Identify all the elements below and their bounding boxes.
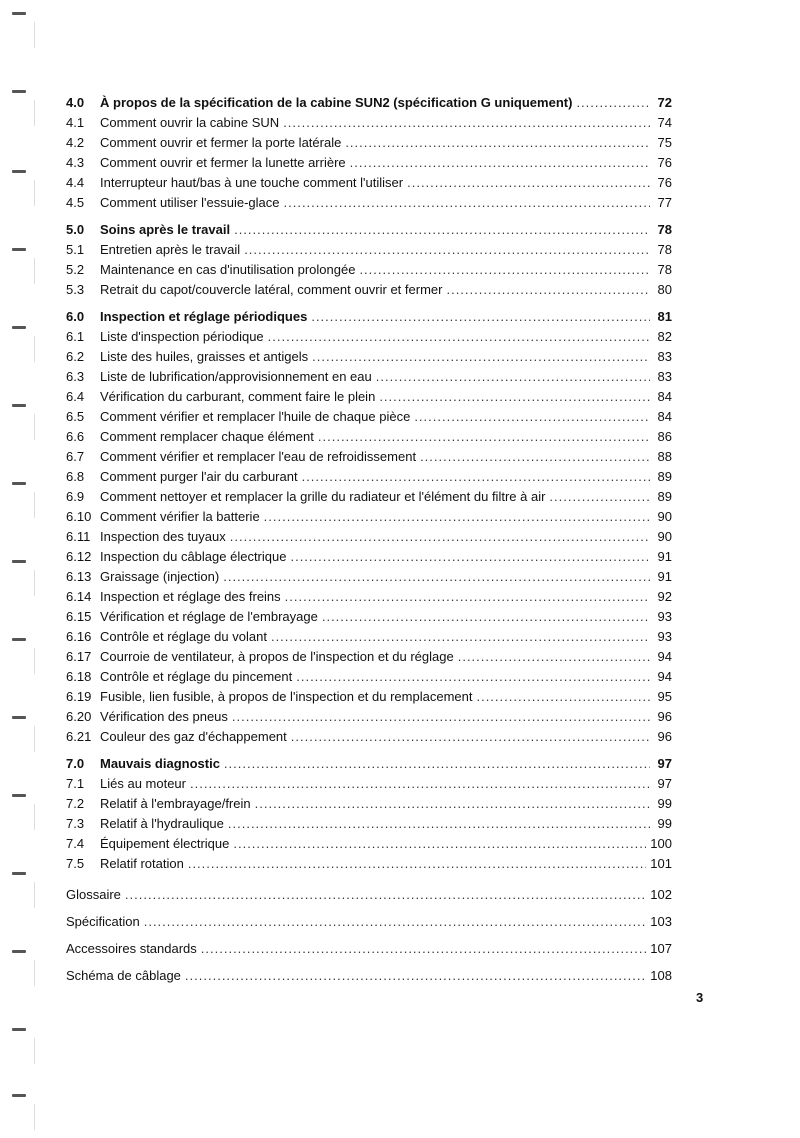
toc-entry bbox=[66, 647, 672, 667]
toc-entry-number: 7.5 bbox=[66, 856, 85, 871]
toc-entry-page: 78 bbox=[657, 262, 672, 277]
toc-entry-number: 7.1 bbox=[66, 776, 85, 791]
dot-leader bbox=[255, 794, 650, 814]
toc-entry-title: Comment ouvrir la cabine SUN bbox=[100, 115, 280, 130]
binder-hole-mark bbox=[12, 482, 26, 485]
toc-entry-title: Liste d'inspection périodique bbox=[100, 329, 264, 344]
toc-entry-title: Vérification du carburant, comment faire le plein bbox=[100, 389, 376, 404]
dot-leader bbox=[576, 93, 650, 113]
binder-trace bbox=[34, 258, 35, 284]
toc-entry-title: Comment ouvrir et fermer la lunette arrière bbox=[100, 155, 346, 170]
toc-entry-page: 90 bbox=[657, 529, 672, 544]
toc-entry-page: 94 bbox=[657, 649, 672, 664]
toc-entry bbox=[66, 881, 672, 908]
toc-entry-page: 96 bbox=[657, 729, 672, 744]
dot-leader bbox=[350, 153, 650, 173]
toc-entry-page: 80 bbox=[657, 282, 672, 297]
toc-entry-number: 5.2 bbox=[66, 262, 85, 277]
toc-entry-number: 6.0 bbox=[66, 309, 85, 324]
toc-entry-number: 6.4 bbox=[66, 389, 85, 404]
table-of-contents bbox=[66, 93, 672, 989]
dot-leader bbox=[232, 707, 650, 727]
toc-entry-page: 99 bbox=[657, 816, 672, 831]
toc-entry bbox=[66, 527, 672, 547]
dot-leader bbox=[318, 427, 650, 447]
toc-entry-page: 96 bbox=[657, 709, 672, 724]
binder-hole-mark bbox=[12, 12, 26, 15]
toc-entry-page: 82 bbox=[657, 329, 672, 344]
toc-entry bbox=[66, 547, 672, 567]
toc-entry bbox=[66, 774, 672, 794]
toc-entry-page: 101 bbox=[650, 856, 672, 871]
toc-entry bbox=[66, 754, 672, 774]
binder-hole-mark bbox=[12, 638, 26, 641]
dot-leader bbox=[359, 260, 650, 280]
toc-entry-page: 83 bbox=[657, 369, 672, 384]
toc-entry bbox=[66, 240, 672, 260]
toc-entry-title: Relatif rotation bbox=[100, 856, 184, 871]
toc-entry-title: Inspection du câblage électrique bbox=[100, 549, 287, 564]
toc-entry-number: 6.10 bbox=[66, 509, 92, 524]
toc-entry-title: Comment vérifier et remplacer l'huile de chaque pièce bbox=[100, 409, 411, 424]
toc-entry-title: Couleur des gaz d'échappement bbox=[100, 729, 287, 744]
toc-entry-number: 7.2 bbox=[66, 796, 85, 811]
toc-entry-page: 83 bbox=[657, 349, 672, 364]
toc-entry-title: Soins après le travail bbox=[100, 222, 231, 237]
toc-entry-title: Vérification et réglage de l'embrayage bbox=[100, 609, 318, 624]
toc-entry bbox=[66, 260, 672, 280]
toc-entry-title: Liés au moteur bbox=[100, 776, 186, 791]
toc-entry-number: 6.21 bbox=[66, 729, 92, 744]
toc-entry-page: 76 bbox=[657, 155, 672, 170]
toc-entry-page: 92 bbox=[657, 589, 672, 604]
toc-entry-number: 4.3 bbox=[66, 155, 85, 170]
toc-entry-page: 88 bbox=[657, 449, 672, 464]
dot-leader bbox=[458, 647, 650, 667]
dot-leader bbox=[296, 667, 650, 687]
binder-hole-mark bbox=[12, 716, 26, 719]
toc-entry-page: 99 bbox=[657, 796, 672, 811]
toc-entry-page: 93 bbox=[657, 629, 672, 644]
dot-leader bbox=[190, 774, 650, 794]
toc-entry bbox=[66, 387, 672, 407]
toc-entry-number: 6.12 bbox=[66, 549, 92, 564]
dot-leader bbox=[264, 507, 650, 527]
toc-entry-title: Inspection et réglage périodiques bbox=[100, 309, 308, 324]
dot-leader bbox=[311, 307, 650, 327]
dot-leader bbox=[268, 327, 650, 347]
dot-leader bbox=[144, 908, 647, 935]
binder-trace bbox=[34, 570, 35, 596]
binder-trace bbox=[34, 22, 35, 48]
toc-entry bbox=[66, 607, 672, 627]
toc-entry bbox=[66, 367, 672, 387]
toc-entry-title: Schéma de câblage bbox=[66, 968, 181, 983]
dot-leader bbox=[228, 814, 650, 834]
toc-entry-page: 97 bbox=[657, 776, 672, 791]
binder-trace bbox=[34, 804, 35, 830]
toc-entry-number: 6.18 bbox=[66, 669, 92, 684]
binder-trace bbox=[34, 726, 35, 752]
toc-entry-title: Fusible, lien fusible, à propos de l'inspection et du remplacement bbox=[100, 689, 473, 704]
toc-entry bbox=[66, 814, 672, 834]
toc-entry-page: 78 bbox=[657, 222, 672, 237]
toc-entry-number: 4.5 bbox=[66, 195, 85, 210]
toc-entry bbox=[66, 794, 672, 814]
toc-entry bbox=[66, 587, 672, 607]
toc-entry bbox=[66, 467, 672, 487]
toc-entry-title: Comment nettoyer et remplacer la grille du radiateur et l'élément du filtre à air bbox=[100, 489, 546, 504]
toc-entry-title: Inspection et réglage des freins bbox=[100, 589, 281, 604]
toc-entry bbox=[66, 507, 672, 527]
dot-leader bbox=[125, 881, 646, 908]
toc-entry-title: Équipement électrique bbox=[100, 836, 230, 851]
dot-leader bbox=[312, 347, 650, 367]
dot-leader bbox=[291, 727, 650, 747]
toc-entry-title: Liste de lubrification/approvisionnement en eau bbox=[100, 369, 372, 384]
binder-trace bbox=[34, 492, 35, 518]
binder-trace bbox=[34, 1038, 35, 1064]
toc-entry-title: Retrait du capot/couvercle latéral, comment ouvrir et fermer bbox=[100, 282, 443, 297]
toc-entry bbox=[66, 307, 672, 327]
binder-hole-mark bbox=[12, 1028, 26, 1031]
toc-entry bbox=[66, 567, 672, 587]
toc-entry bbox=[66, 667, 672, 687]
toc-entry-page: 95 bbox=[657, 689, 672, 704]
toc-entry-number: 6.5 bbox=[66, 409, 85, 424]
dot-leader bbox=[284, 193, 651, 213]
toc-entry-number: 6.16 bbox=[66, 629, 92, 644]
toc-entry bbox=[66, 447, 672, 467]
toc-entry-page: 93 bbox=[657, 609, 672, 624]
toc-entry-number: 4.2 bbox=[66, 135, 85, 150]
toc-entry-title: Graissage (injection) bbox=[100, 569, 220, 584]
binder-trace bbox=[34, 180, 35, 206]
toc-entry-number: 6.17 bbox=[66, 649, 92, 664]
toc-entry-title: Comment remplacer chaque élément bbox=[100, 429, 314, 444]
binder-trace bbox=[34, 100, 35, 126]
binder-trace bbox=[34, 882, 35, 908]
dot-leader bbox=[476, 687, 650, 707]
dot-leader bbox=[290, 547, 650, 567]
toc-entry-title: Vérification des pneus bbox=[100, 709, 228, 724]
toc-entry-page: 91 bbox=[657, 569, 672, 584]
toc-entry-title: Comment vérifier et remplacer l'eau de refroidissement bbox=[100, 449, 417, 464]
binder-hole-mark bbox=[12, 248, 26, 251]
dot-leader bbox=[414, 407, 650, 427]
dot-leader bbox=[233, 834, 646, 854]
toc-entry-page: 86 bbox=[657, 429, 672, 444]
toc-entry-page: 89 bbox=[657, 489, 672, 504]
toc-entry-page: 76 bbox=[657, 175, 672, 190]
toc-entry bbox=[66, 627, 672, 647]
dot-leader bbox=[283, 113, 650, 133]
binder-trace bbox=[34, 648, 35, 674]
dot-leader bbox=[223, 567, 650, 587]
toc-entry-number: 4.4 bbox=[66, 175, 85, 190]
toc-entry-number: 6.7 bbox=[66, 449, 85, 464]
toc-entry bbox=[66, 193, 672, 213]
toc-entry bbox=[66, 133, 672, 153]
dot-leader bbox=[322, 607, 650, 627]
toc-entry bbox=[66, 487, 672, 507]
toc-entry-number: 7.4 bbox=[66, 836, 85, 851]
toc-entry bbox=[66, 220, 672, 240]
toc-entry-page: 89 bbox=[657, 469, 672, 484]
binder-hole-mark bbox=[12, 404, 26, 407]
toc-entry-number: 6.14 bbox=[66, 589, 92, 604]
dot-leader bbox=[224, 754, 650, 774]
dot-leader bbox=[230, 527, 650, 547]
binder-hole-mark bbox=[12, 1094, 26, 1097]
toc-entry-number: 6.15 bbox=[66, 609, 92, 624]
toc-entry bbox=[66, 935, 672, 962]
toc-entry-page: 77 bbox=[657, 195, 672, 210]
toc-entry bbox=[66, 427, 672, 447]
dot-leader bbox=[420, 447, 650, 467]
toc-entry-title: Inspection des tuyaux bbox=[100, 529, 226, 544]
toc-entry bbox=[66, 407, 672, 427]
toc-entry bbox=[66, 908, 672, 935]
toc-entry-title: Relatif à l'hydraulique bbox=[100, 816, 224, 831]
toc-entry-page: 90 bbox=[657, 509, 672, 524]
dot-leader bbox=[188, 854, 646, 874]
toc-entry-title: Comment purger l'air du carburant bbox=[100, 469, 298, 484]
toc-entry-title: Glossaire bbox=[66, 887, 121, 902]
dot-leader bbox=[185, 962, 646, 989]
toc-entry bbox=[66, 153, 672, 173]
toc-entry-number: 5.3 bbox=[66, 282, 85, 297]
toc-entry-number: 5.0 bbox=[66, 222, 85, 237]
toc-entry-title: Interrupteur haut/bas à une touche comment l'utiliser bbox=[100, 175, 404, 190]
toc-entry-page: 97 bbox=[657, 756, 672, 771]
toc-entry-number: 6.3 bbox=[66, 369, 85, 384]
binder-hole-mark bbox=[12, 90, 26, 93]
toc-entry bbox=[66, 347, 672, 367]
toc-entry-number: 6.9 bbox=[66, 489, 85, 504]
toc-entry-page: 94 bbox=[657, 669, 672, 684]
toc-entry-page: 74 bbox=[657, 115, 672, 130]
toc-entry bbox=[66, 687, 672, 707]
toc-entry-number: 6.2 bbox=[66, 349, 85, 364]
toc-entry bbox=[66, 834, 672, 854]
dot-leader bbox=[549, 487, 650, 507]
toc-entry-number: 5.1 bbox=[66, 242, 85, 257]
toc-entry-title: Liste des huiles, graisses et antigels bbox=[100, 349, 309, 364]
toc-entry bbox=[66, 280, 672, 300]
toc-entry-page: 84 bbox=[657, 389, 672, 404]
toc-entry-title: Comment utiliser l'essuie-glace bbox=[100, 195, 280, 210]
dot-leader bbox=[376, 367, 650, 387]
toc-entry-number: 6.11 bbox=[66, 529, 91, 544]
toc-entry-page: 72 bbox=[657, 95, 672, 110]
toc-entry-page: 102 bbox=[650, 887, 672, 902]
toc-entry-title: Courroie de ventilateur, à propos de l'inspection et du réglage bbox=[100, 649, 454, 664]
toc-entry-title: Mauvais diagnostic bbox=[100, 756, 220, 771]
toc-entry bbox=[66, 113, 672, 133]
toc-entry bbox=[66, 93, 672, 113]
toc-entry-number: 6.13 bbox=[66, 569, 92, 584]
toc-entry-number: 7.0 bbox=[66, 756, 85, 771]
toc-entry-number: 4.0 bbox=[66, 95, 85, 110]
toc-entry-title: À propos de la spécification de la cabine SUN2 (spécification G uniquement) bbox=[100, 95, 573, 110]
toc-entry-title: Comment ouvrir et fermer la porte latérale bbox=[100, 135, 342, 150]
dot-leader bbox=[271, 627, 650, 647]
toc-entry bbox=[66, 962, 672, 989]
dot-leader bbox=[201, 935, 647, 962]
toc-entry-page: 91 bbox=[657, 549, 672, 564]
toc-entry-number: 6.1 bbox=[66, 329, 85, 344]
binder-trace bbox=[34, 1104, 35, 1130]
toc-entry bbox=[66, 173, 672, 193]
dot-leader bbox=[446, 280, 650, 300]
binder-trace bbox=[34, 960, 35, 986]
dot-leader bbox=[345, 133, 650, 153]
page-number: 3 bbox=[696, 990, 704, 1005]
dot-leader bbox=[244, 240, 650, 260]
toc-entry-title: Accessoires standards bbox=[66, 941, 197, 956]
toc-entry-page: 84 bbox=[657, 409, 672, 424]
toc-entry-number: 6.8 bbox=[66, 469, 85, 484]
toc-entry-page: 75 bbox=[657, 135, 672, 150]
dot-leader bbox=[285, 587, 650, 607]
dot-leader bbox=[407, 173, 650, 193]
binder-hole-mark bbox=[12, 950, 26, 953]
toc-entry bbox=[66, 707, 672, 727]
toc-entry bbox=[66, 727, 672, 747]
toc-entry-title: Spécification bbox=[66, 914, 140, 929]
binder-hole-mark bbox=[12, 872, 26, 875]
toc-entry-page: 107 bbox=[650, 941, 672, 956]
binder-trace bbox=[34, 336, 35, 362]
toc-entry-page: 103 bbox=[650, 914, 672, 929]
toc-entry-page: 100 bbox=[650, 836, 672, 851]
toc-entry-title: Relatif à l'embrayage/frein bbox=[100, 796, 251, 811]
toc-entry-number: 6.6 bbox=[66, 429, 85, 444]
toc-entry-page: 78 bbox=[657, 242, 672, 257]
toc-entry-title: Maintenance en cas d'inutilisation prolongée bbox=[100, 262, 356, 277]
toc-entry-title: Contrôle et réglage du volant bbox=[100, 629, 267, 644]
binder-hole-mark bbox=[12, 794, 26, 797]
binder-hole-mark bbox=[12, 170, 26, 173]
toc-entry-page: 81 bbox=[657, 309, 672, 324]
toc-entry-number: 4.1 bbox=[66, 115, 85, 130]
toc-entry-number: 6.19 bbox=[66, 689, 92, 704]
dot-leader bbox=[234, 220, 650, 240]
toc-entry-page: 108 bbox=[650, 968, 672, 983]
toc-entry-title: Contrôle et réglage du pincement bbox=[100, 669, 293, 684]
toc-entry bbox=[66, 854, 672, 874]
toc-entry-number: 6.20 bbox=[66, 709, 92, 724]
dot-leader bbox=[302, 467, 650, 487]
binder-hole-mark bbox=[12, 326, 26, 329]
binder-margin bbox=[0, 0, 40, 1138]
binder-hole-mark bbox=[12, 560, 26, 563]
binder-trace bbox=[34, 414, 35, 440]
toc-entry bbox=[66, 327, 672, 347]
toc-entry-title: Entretien après le travail bbox=[100, 242, 241, 257]
dot-leader bbox=[379, 387, 650, 407]
toc-entry-number: 7.3 bbox=[66, 816, 85, 831]
toc-entry-title: Comment vérifier la batterie bbox=[100, 509, 260, 524]
